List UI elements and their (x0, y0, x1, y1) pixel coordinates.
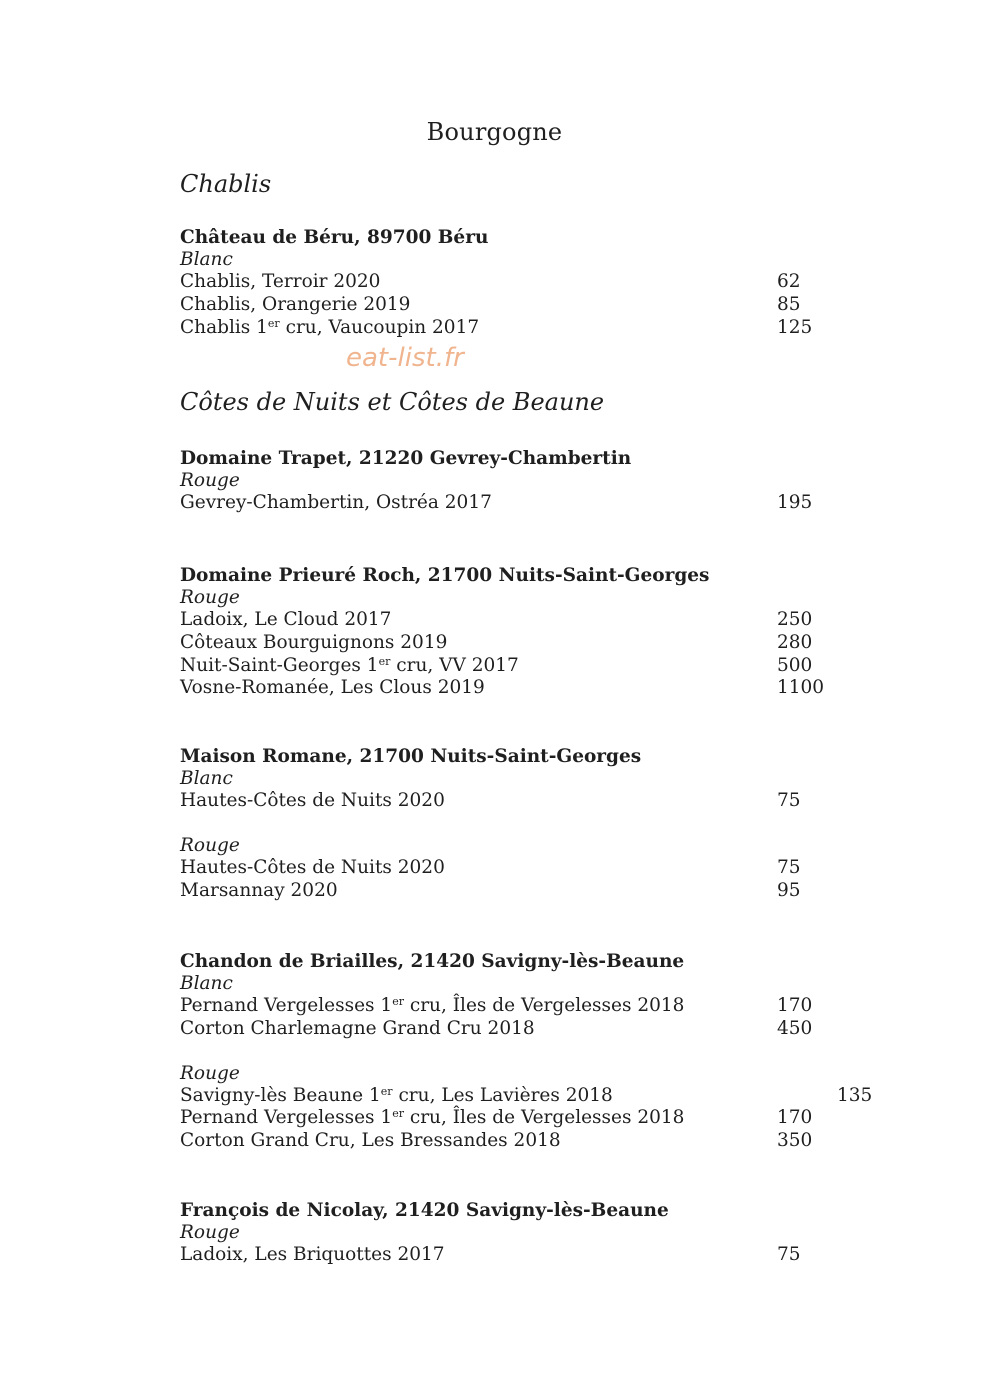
wine-name: Chablis 1er cru, Vaucoupin 2017 (180, 316, 480, 338)
wine-color-label: Blanc (180, 973, 233, 994)
wine-row (180, 492, 900, 515)
wine-price: 135 (837, 1084, 873, 1106)
producer-name: Chandon de Briailles, 21420 Savigny-lès-Beaune (180, 951, 685, 972)
wine-row (180, 609, 900, 632)
producer-block (180, 564, 900, 700)
wine-row (180, 317, 900, 340)
wine-name: Vosne-Romanée, Les Clous 2019 (180, 677, 485, 699)
wine-color-label: Rouge (180, 587, 240, 608)
watermark: eat-list.fr (346, 343, 464, 373)
wine-row (180, 1244, 900, 1267)
spacer (180, 1041, 900, 1063)
wine-name: Chablis, Orangerie 2019 (180, 293, 411, 315)
wine-row (180, 1018, 900, 1041)
region-title-cotes: Côtes de Nuits et Côtes de Beaune (180, 388, 605, 416)
wine-price: 62 (777, 271, 801, 292)
producer-block (180, 1199, 900, 1267)
wine-name: Gevrey-Chambertin, Ostréa 2017 (180, 492, 492, 513)
wine-price: 170 (777, 995, 813, 1016)
producer-name: Domaine Trapet, 21220 Gevrey-Chambertin (180, 448, 632, 469)
wine-price: 85 (777, 293, 801, 315)
wine-name: Ladoix, Les Briquottes 2017 (180, 1244, 445, 1265)
wine-name: Pernand Vergelesses 1er cru, Îles de Vergelesses 2018 (180, 995, 685, 1016)
wine-price: 75 (777, 790, 801, 811)
wine-row (180, 1130, 900, 1153)
producer-name: Domaine Prieuré Roch, 21700 Nuits-Saint-Georges (180, 565, 710, 586)
wine-price: 195 (777, 492, 813, 513)
wine-name: Nuit-Saint-Georges 1er cru, VV 2017 (180, 654, 519, 676)
wine-price: 125 (777, 316, 813, 338)
wine-price: 95 (777, 879, 801, 901)
wine-color-label: Rouge (180, 834, 240, 856)
wine-color-label: Blanc (180, 768, 233, 789)
wine-price: 170 (777, 1107, 813, 1129)
producer-block (180, 447, 900, 515)
wine-row (180, 1085, 900, 1108)
wine-color-label: Rouge (180, 470, 240, 491)
producer-block (180, 745, 900, 902)
region-title-chablis: Chablis (180, 170, 272, 198)
wine-price: 280 (777, 631, 813, 653)
wine-name: Hautes-Côtes de Nuits 2020 (180, 790, 445, 811)
wine-row (180, 677, 900, 700)
wine-row (180, 880, 900, 903)
producer-block (180, 950, 900, 1153)
wine-name: Chablis, Terroir 2020 (180, 271, 381, 292)
producer-name: Maison Romane, 21700 Nuits-Saint-Georges (180, 746, 642, 767)
wine-row (180, 1107, 900, 1130)
wine-name: Hautes-Côtes de Nuits 2020 (180, 856, 445, 878)
wine-row (180, 857, 900, 880)
wine-price: 75 (777, 856, 801, 878)
wine-name: Ladoix, Le Cloud 2017 (180, 609, 392, 630)
wine-price: 450 (777, 1017, 813, 1039)
wine-row (180, 655, 900, 678)
wine-row (180, 790, 900, 813)
wine-price: 250 (777, 609, 813, 630)
wine-row (180, 632, 900, 655)
spacer (180, 813, 900, 835)
wine-row (180, 271, 900, 294)
page-title: Bourgogne (426, 118, 563, 146)
wine-name: Côteaux Bourguignons 2019 (180, 631, 448, 653)
wine-row (180, 294, 900, 317)
wine-color-label: Rouge (180, 1062, 240, 1084)
producer-name: Château de Béru, 89700 Béru (180, 227, 489, 248)
wine-color-label: Rouge (180, 1222, 240, 1243)
wine-row (180, 995, 900, 1018)
wine-name: Marsannay 2020 (180, 879, 338, 901)
wine-price: 75 (777, 1244, 801, 1265)
wine-name: Corton Grand Cru, Les Bressandes 2018 (180, 1130, 561, 1152)
wine-price: 500 (777, 654, 813, 676)
producer-name: François de Nicolay, 21420 Savigny-lès-Beaune (180, 1200, 669, 1221)
wine-price: 350 (777, 1130, 813, 1152)
wine-name: Corton Charlemagne Grand Cru 2018 (180, 1017, 535, 1039)
wine-price: 1100 (777, 677, 825, 699)
producer-block (180, 226, 900, 339)
wine-name: Savigny-lès Beaune 1er cru, Les Lavières 2018 (180, 1084, 613, 1106)
wine-name: Pernand Vergelesses 1er cru, Îles de Vergelesses 2018 (180, 1107, 685, 1129)
wine-color-label: Blanc (180, 249, 233, 270)
